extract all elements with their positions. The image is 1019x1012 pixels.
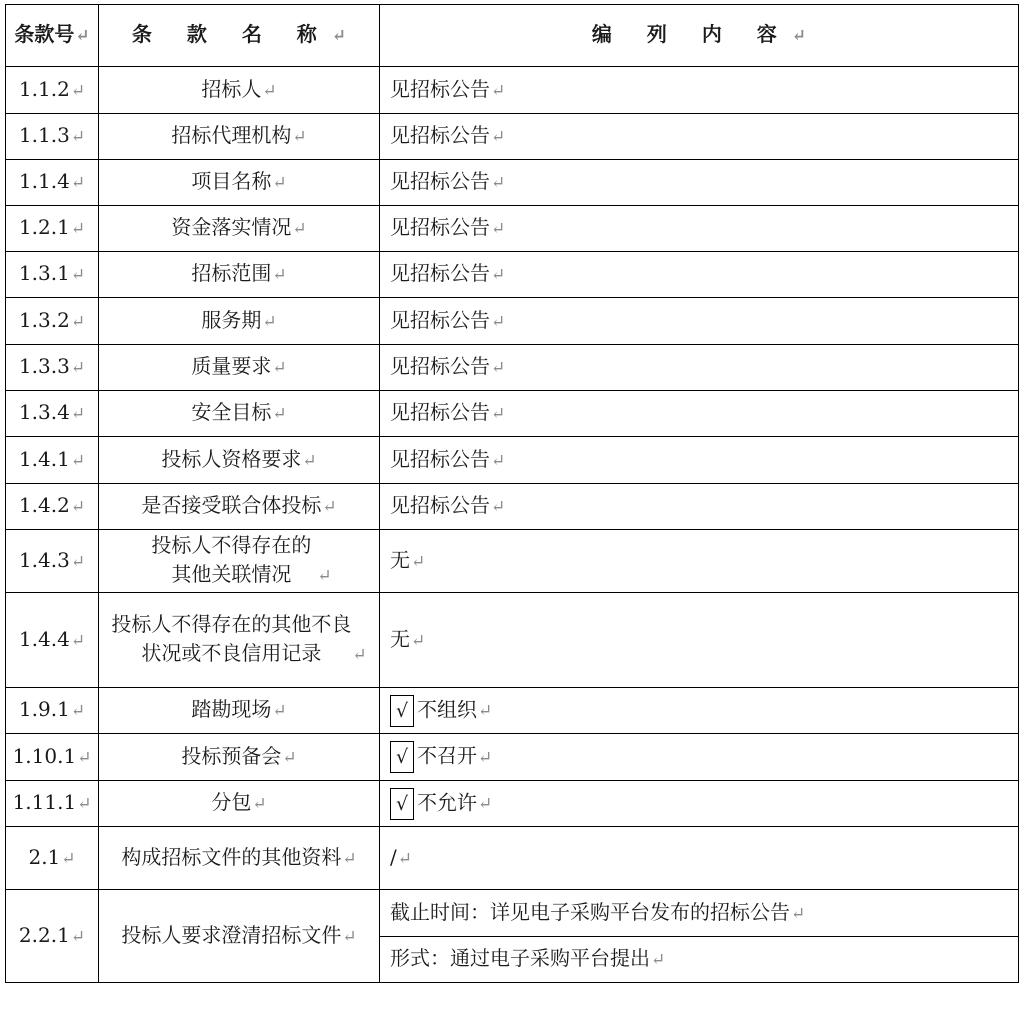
content-text: 见招标公告 bbox=[390, 169, 490, 193]
clause-no-cell bbox=[6, 252, 99, 298]
checked-box-icon: √ bbox=[390, 741, 414, 773]
content-cell bbox=[380, 937, 1019, 983]
content-text: 见招标公告 bbox=[390, 123, 490, 147]
header-content: 编 列 内 容↵ bbox=[380, 5, 1019, 67]
content-text: 不允许 bbox=[417, 790, 477, 814]
content-cell bbox=[380, 67, 1019, 114]
clause-no: 1.9.1 bbox=[18, 697, 70, 721]
clause-no-cell bbox=[6, 391, 99, 437]
paragraph-mark: ↵ bbox=[397, 848, 412, 869]
checked-box-icon: √ bbox=[390, 788, 414, 820]
clause-no: 1.2.1 bbox=[18, 215, 70, 239]
paragraph-mark: ↵ bbox=[262, 311, 277, 332]
table-row bbox=[6, 734, 1019, 781]
content-text: 无 bbox=[390, 547, 410, 572]
clause-no: 1.1.2 bbox=[18, 76, 70, 101]
paragraph-mark: ↵ bbox=[478, 747, 493, 768]
paragraph-mark: ↵ bbox=[77, 747, 92, 768]
clause-no-cell bbox=[6, 827, 99, 890]
clause-name-cell bbox=[99, 827, 380, 890]
clause-name: 投标预备会 bbox=[181, 743, 282, 768]
paragraph-mark: ↵ bbox=[272, 358, 287, 378]
clause-name: 安全目标 bbox=[191, 400, 272, 424]
header-clause-name: 条 款 名 称↵ bbox=[99, 5, 380, 67]
paragraph-mark: ↵ bbox=[282, 747, 297, 768]
paragraph-mark: ↵ bbox=[342, 926, 357, 947]
clause-no-cell bbox=[6, 345, 99, 391]
content-cell bbox=[380, 206, 1019, 252]
clause-name-cell bbox=[99, 298, 380, 345]
content-cell bbox=[380, 114, 1019, 160]
content-text: 见招标公告 bbox=[390, 400, 490, 424]
paragraph-mark: ↵ bbox=[70, 926, 86, 947]
content-text: 见招标公告 bbox=[390, 307, 490, 332]
content-cell bbox=[380, 890, 1019, 937]
clause-name: 投标人不得存在的其他关联情况 bbox=[151, 533, 312, 586]
paragraph-mark: ↵ bbox=[791, 903, 806, 924]
content-text: 见招标公告 bbox=[390, 215, 490, 239]
clause-name: 投标人资格要求 bbox=[161, 446, 302, 471]
paragraph-mark: ↵ bbox=[70, 219, 86, 239]
paragraph-mark: ↵ bbox=[352, 645, 367, 665]
clause-no: 1.1.4 bbox=[18, 169, 70, 193]
clause-name: 服务期 bbox=[201, 307, 262, 332]
table-row bbox=[6, 437, 1019, 484]
clause-no-cell bbox=[6, 206, 99, 252]
clause-no: 1.11.1 bbox=[12, 790, 77, 814]
table-row bbox=[6, 484, 1019, 530]
content-cell bbox=[380, 345, 1019, 391]
paragraph-mark: ↵ bbox=[411, 630, 426, 651]
content-text: 见招标公告 bbox=[390, 354, 490, 378]
content-cell bbox=[380, 734, 1019, 781]
content-cell bbox=[380, 530, 1019, 593]
clause-no: 1.10.1 bbox=[12, 743, 77, 768]
clause-name: 分包 bbox=[211, 790, 252, 814]
clause-name: 构成招标文件的其他资料 bbox=[121, 844, 342, 869]
table-row bbox=[6, 781, 1019, 827]
clause-name-cell bbox=[99, 252, 380, 298]
content-cell bbox=[380, 252, 1019, 298]
clause-name-cell bbox=[99, 890, 380, 983]
table-row bbox=[6, 688, 1019, 734]
clause-name-cell bbox=[99, 688, 380, 734]
clause-name: 资金落实情况 bbox=[171, 215, 292, 239]
paragraph-mark: ↵ bbox=[70, 701, 86, 721]
table-row bbox=[6, 391, 1019, 437]
paragraph-mark: ↵ bbox=[272, 404, 287, 424]
content-text: 不组织 bbox=[417, 697, 477, 721]
clause-no: 2.1 bbox=[28, 844, 61, 869]
paragraph-mark: ↵ bbox=[70, 551, 86, 572]
content-cell bbox=[380, 160, 1019, 206]
table-row bbox=[6, 593, 1019, 688]
clause-no-cell bbox=[6, 530, 99, 593]
clause-no-cell bbox=[6, 734, 99, 781]
content-text: 见招标公告 bbox=[390, 261, 490, 285]
clause-no: 2.2.1 bbox=[18, 922, 70, 947]
clause-name-cell bbox=[99, 391, 380, 437]
content-text: 不召开 bbox=[417, 743, 477, 768]
clause-no: 1.3.2 bbox=[18, 307, 70, 332]
clause-no-cell bbox=[6, 298, 99, 345]
clause-name: 踏勘现场 bbox=[191, 697, 272, 721]
clause-no: 1.1.3 bbox=[18, 123, 70, 147]
clause-name: 是否接受联合体投标 bbox=[141, 493, 322, 517]
content-cell bbox=[380, 688, 1019, 734]
header-clause-no: 条款号↵ bbox=[6, 5, 99, 67]
paragraph-mark: ↵ bbox=[491, 450, 506, 471]
clause-no-cell bbox=[6, 437, 99, 484]
clause-name-cell bbox=[99, 160, 380, 206]
content-text: 无 bbox=[390, 626, 410, 651]
table-row bbox=[6, 345, 1019, 391]
content-line: 截止时间：详见电子采购平台发布的招标公告 bbox=[390, 899, 790, 924]
clause-name: 项目名称 bbox=[191, 169, 272, 193]
paragraph-mark: ↵ bbox=[491, 358, 506, 378]
clause-name-cell bbox=[99, 484, 380, 530]
content-cell bbox=[380, 593, 1019, 688]
paragraph-mark: ↵ bbox=[70, 311, 86, 332]
content-cell bbox=[380, 484, 1019, 530]
paragraph-mark: ↵ bbox=[491, 173, 506, 193]
paragraph-mark: ↵ bbox=[317, 566, 332, 586]
clause-name-cell bbox=[99, 114, 380, 160]
paragraph-mark: ↵ bbox=[491, 265, 506, 285]
clause-name-cell bbox=[99, 345, 380, 391]
table-row bbox=[6, 890, 1019, 937]
paragraph-mark: ↵ bbox=[77, 794, 92, 814]
content-text: 见招标公告 bbox=[390, 76, 490, 101]
paragraph-mark: ↵ bbox=[478, 701, 493, 721]
clause-name-cell bbox=[99, 67, 380, 114]
paragraph-mark: ↵ bbox=[272, 173, 287, 193]
clause-name: 投标人要求澄清招标文件 bbox=[121, 922, 342, 947]
paragraph-mark: ↵ bbox=[70, 630, 86, 651]
table-row bbox=[6, 114, 1019, 160]
clause-no-cell bbox=[6, 688, 99, 734]
paragraph-mark: ↵ bbox=[651, 950, 666, 970]
table-row bbox=[6, 298, 1019, 345]
content-cell bbox=[380, 827, 1019, 890]
checked-box-icon: √ bbox=[390, 695, 414, 727]
content-cell bbox=[380, 391, 1019, 437]
table-row bbox=[6, 252, 1019, 298]
paragraph-mark: ↵ bbox=[491, 80, 506, 101]
clause-no-cell bbox=[6, 781, 99, 827]
table-row bbox=[6, 530, 1019, 593]
clause-name: 招标范围 bbox=[191, 261, 272, 285]
table-row bbox=[6, 67, 1019, 114]
content-text: 见招标公告 bbox=[390, 446, 490, 471]
clause-no-cell bbox=[6, 890, 99, 983]
clause-name-cell bbox=[99, 734, 380, 781]
content-cell bbox=[380, 781, 1019, 827]
paragraph-mark: ↵ bbox=[411, 551, 426, 572]
paragraph-mark: ↵ bbox=[491, 497, 506, 517]
content-cell bbox=[380, 298, 1019, 345]
paragraph-mark: ↵ bbox=[70, 127, 86, 147]
clause-no: 1.4.4 bbox=[18, 626, 70, 651]
clause-name: 招标人 bbox=[201, 76, 262, 101]
content-text: / bbox=[390, 844, 397, 869]
table-header-row bbox=[6, 5, 1019, 67]
paragraph-mark: ↵ bbox=[70, 173, 86, 193]
table-row bbox=[6, 160, 1019, 206]
paragraph-mark: ↵ bbox=[70, 80, 86, 101]
paragraph-mark: ↵ bbox=[342, 848, 357, 869]
paragraph-mark: ↵ bbox=[61, 848, 76, 869]
paragraph-mark: ↵ bbox=[252, 794, 267, 814]
clause-no: 1.3.1 bbox=[18, 261, 70, 285]
clause-no-cell bbox=[6, 160, 99, 206]
table-row bbox=[6, 827, 1019, 890]
clause-name-cell bbox=[99, 437, 380, 484]
content-line: 形式：通过电子采购平台提出 bbox=[390, 946, 650, 970]
clause-name-cell bbox=[99, 206, 380, 252]
paragraph-mark: ↵ bbox=[478, 794, 493, 814]
clause-name: 质量要求 bbox=[191, 354, 272, 378]
paragraph-mark: ↵ bbox=[491, 127, 506, 147]
clause-name: 投标人不得存在的其他不良状况或不良信用记录 bbox=[111, 612, 352, 665]
clause-no: 1.3.4 bbox=[18, 400, 70, 424]
paragraph-mark: ↵ bbox=[491, 219, 506, 239]
clause-no: 1.4.3 bbox=[18, 547, 70, 572]
content-text: 见招标公告 bbox=[390, 493, 490, 517]
clause-name-cell bbox=[99, 530, 380, 593]
paragraph-mark: ↵ bbox=[70, 497, 86, 517]
paragraph-mark: ↵ bbox=[70, 450, 86, 471]
clause-table-body bbox=[6, 5, 1019, 983]
clause-name: 招标代理机构 bbox=[171, 123, 292, 147]
clause-no: 1.4.2 bbox=[18, 493, 70, 517]
paragraph-mark: ↵ bbox=[272, 701, 287, 721]
clause-name-cell bbox=[99, 781, 380, 827]
paragraph-mark: ↵ bbox=[70, 358, 86, 378]
paragraph-mark: ↵ bbox=[491, 404, 506, 424]
clause-table bbox=[5, 4, 1019, 983]
paragraph-mark: ↵ bbox=[302, 450, 317, 471]
clause-no-cell bbox=[6, 484, 99, 530]
paragraph-mark: ↵ bbox=[491, 311, 506, 332]
paragraph-mark: ↵ bbox=[292, 127, 307, 147]
paragraph-mark: ↵ bbox=[272, 265, 287, 285]
clause-no-cell bbox=[6, 114, 99, 160]
paragraph-mark: ↵ bbox=[292, 219, 307, 239]
clause-name-cell bbox=[99, 593, 380, 688]
paragraph-mark: ↵ bbox=[322, 497, 337, 517]
paragraph-mark: ↵ bbox=[70, 404, 86, 424]
paragraph-mark: ↵ bbox=[70, 265, 86, 285]
table-row bbox=[6, 206, 1019, 252]
clause-no: 1.3.3 bbox=[18, 354, 70, 378]
clause-no-cell bbox=[6, 67, 99, 114]
clause-no-cell bbox=[6, 593, 99, 688]
clause-no: 1.4.1 bbox=[18, 446, 70, 471]
paragraph-mark: ↵ bbox=[262, 80, 277, 101]
content-cell bbox=[380, 437, 1019, 484]
